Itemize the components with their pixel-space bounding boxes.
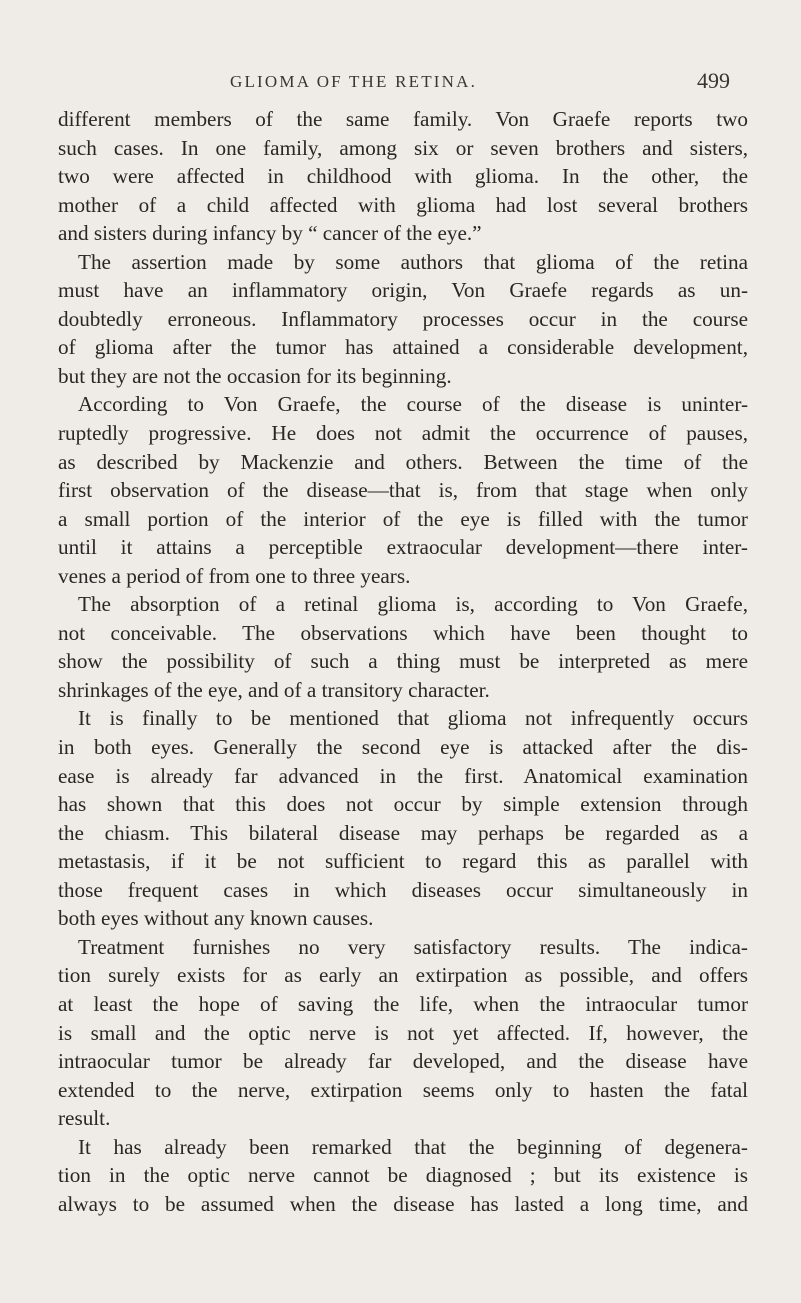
text-line: The assertion made by some authors that glioma of the retina <box>78 249 748 274</box>
text-line: Treatment furnishes no very satisfactory results. The indica- <box>78 934 748 959</box>
text-line: must have an inflammatory origin, Von Graefe regards as un- <box>58 278 748 303</box>
text-line: such cases. In one family, among six or seven brothers and sisters, <box>58 135 748 160</box>
text-line: tion surely exists for as early an extirpation as possible, and offers <box>58 963 748 988</box>
text-line: has shown that this does not occur by simple extension through <box>58 792 748 817</box>
text-line: the chiasm. This bilateral disease may perhaps be regarded as a <box>58 820 748 845</box>
text-line: at least the hope of saving the life, when the intraocular tumor <box>58 991 748 1016</box>
text-line: until it attains a perceptible extraocular development—there inter- <box>58 535 748 560</box>
text-line: The absorption of a retinal glioma is, according to Von Graefe, <box>78 592 748 617</box>
text-line: first observation of the disease—that is, from that stage when only <box>58 478 748 503</box>
text-line: and sisters during infancy by “ cancer of the eye.” <box>58 221 482 246</box>
text-line: show the possibility of such a thing must be interpreted as mere <box>58 649 748 674</box>
text-line: According to Von Graefe, the course of the disease is uninter- <box>78 392 748 417</box>
text-line: shrinkages of the eye, and of a transitory character. <box>58 677 490 702</box>
text-line: It is finally to be mentioned that glioma not infrequently occurs <box>78 706 748 731</box>
text-line: but they are not the occasion for its beginning. <box>58 363 452 388</box>
text-line: of glioma after the tumor has attained a considerable development, <box>58 335 748 360</box>
page-number: 499 <box>697 68 730 93</box>
text-line: extended to the nerve, extirpation seems only to hasten the fatal <box>58 1077 748 1102</box>
text-line: venes a period of from one to three years. <box>58 563 411 588</box>
text-line: is small and the optic nerve is not yet affected. If, however, the <box>58 1020 748 1045</box>
text-line: a small portion of the interior of the eye is filled with the tumor <box>58 506 748 531</box>
text-line: both eyes without any known causes. <box>58 906 374 931</box>
text-line: those frequent cases in which diseases occur simultaneously in <box>58 877 748 902</box>
text-line: metastasis, if it be not sufficient to regard this as parallel with <box>58 849 748 874</box>
text-line: two were affected in childhood with glioma. In the other, the <box>58 164 748 189</box>
text-line: ease is already far advanced in the first. Anatomical examination <box>58 763 748 788</box>
running-head <box>230 68 730 96</box>
text-line: in both eyes. Generally the second eye is attacked after the dis- <box>58 735 748 760</box>
text-line: not conceivable. The observations which have been thought to <box>58 620 748 645</box>
text-line: different members of the same family. Von Graefe reports two <box>58 107 748 131</box>
body-text <box>58 105 748 1218</box>
text-line: ruptedly progressive. He does not admit the occurrence of pauses, <box>58 421 748 446</box>
text-line: intraocular tumor be already far developed, and the disease have <box>58 1049 748 1074</box>
text-line: result. <box>58 1106 111 1131</box>
running-title: GLIOMA OF THE RETINA. <box>230 72 478 91</box>
text-line: It has already been remarked that the beginning of degenera- <box>78 1134 748 1159</box>
text-line: tion in the optic nerve cannot be diagnosed ; but its existence is <box>58 1163 748 1188</box>
text-line: mother of a child affected with glioma had lost several brothers <box>58 192 748 217</box>
text-line: doubtedly erroneous. Inflammatory processes occur in the course <box>58 306 748 331</box>
text-line: as described by Mackenzie and others. Between the time of the <box>58 449 748 474</box>
text-line: always to be assumed when the disease has lasted a long time, and <box>58 1191 748 1216</box>
